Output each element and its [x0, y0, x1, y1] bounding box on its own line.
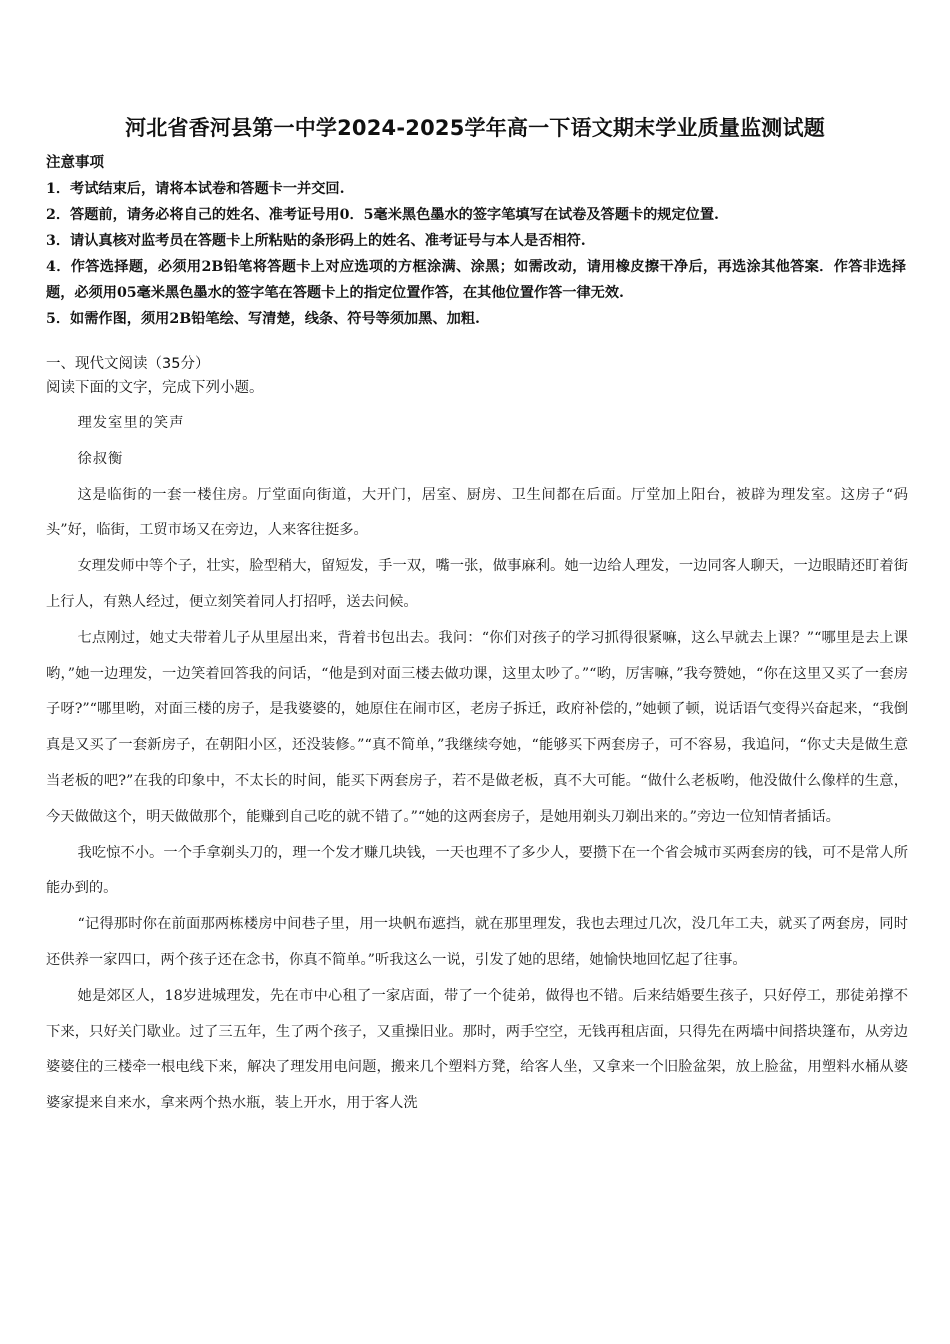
notice-item: 3．请认真核对监考员在答题卡上所粘贴的条形码上的姓名、准考证号与本人是否相符.	[46, 233, 586, 249]
article-paragraph: 女理发师中等个子，壮实，脸型稍大，留短发，手一双，嘴一张，做事麻利。她一边给人理发，一边同客人聊天，一边眼睛还盯着街上行人，有熟人经过，便立刻笑着同人打招呼，送去问候。	[46, 558, 908, 610]
section-heading: 一、现代文阅读（35分）	[46, 356, 210, 372]
article-paragraph: 她是郊区人，18岁进城理发，先在市中心租了一家店面，带了一个徒弟，做得也不错。后来结婚要生孩子，只好停工，那徒弟撑不下来，只好关门歇业。过了三五年，生了两个孩子，又重操旧业。那时，两手空空，无钱再租店面，只得先在两墙中间搭块篷布，从旁边婆婆住的三楼牵一根电线下来，解决了理发用电问题，搬来几个塑料方凳，给客人坐，又拿来一个旧脸盆架，放上脸盆，用塑料水桶从婆婆家提来自来水，拿来两个热水瓶，装上开水，用于客人洗	[46, 987, 908, 1112]
notice-item: 2．答题前，请务必将自己的姓名、准考证号用0．5毫米黑色墨水的签字笔填写在试卷及答题卡的规定位置.	[46, 207, 719, 223]
notice-item: 1．考试结束后，请将本试卷和答题卡一并交回.	[46, 181, 345, 197]
article-paragraph: 这是临街的一套一楼住房。厅堂面向街道，大开门，居室、厨房、卫生间都在后面。厅堂加上阳台，被辟为理发室。这房子“码头”好，临街，工贸市场又在旁边，人来客往挺多。	[46, 486, 908, 539]
article-author: 徐叔衡	[77, 450, 124, 467]
notice-heading: 注意事项	[46, 155, 104, 171]
article-paragraph: 我吃惊不小。一个手拿剃头刀的，理一个发才赚几块钱，一天也理不了多少人，要攒下在一个省会城市买两套房的钱，可不是常人所能办到的。	[46, 844, 908, 897]
article-title: 理发室里的笑声	[77, 415, 185, 431]
exam-title: 河北省香河县第一中学2024-2025学年高一下语文期末学业质量监测试题	[125, 116, 825, 140]
notice-item: 4．作答选择题，必须用2B铅笔将答题卡上对应选项的方框涂满、涂黑；如需改动，请用橡皮擦干净后，再选涂其他答案．作答非选择题，必须用05毫米黑色墨水的签字笔在答题卡上的指定位置作答，在其他位置作答一律无效.	[46, 259, 906, 301]
reading-article	[46, 406, 908, 1122]
notice-item: 5．如需作图，须用2B铅笔绘、写清楚，线条、符号等须加黑、加粗.	[46, 311, 480, 327]
reading-section-header	[46, 352, 906, 400]
article-paragraph: 七点刚过，她丈夫带着儿子从里屋出来，背着书包出去。我问：“你们对孩子的学习抓得很紧嘛，这么早就去上课？”“哪里是去上课哟，”她一边理发，一边笑着回答我的问话，“他是到对面三楼去做功课，这里太吵了。”“哟，厉害嘛，”我夸赞她，“你在这里又买了一套房子呀?”“哪里哟，对面三楼的房子，是我婆婆的，她原住在闹市区，老房子拆迁，政府补偿的，”她顿了顿，说话语气变得兴奋起来，“我倒真是又买了一套新房子，在朝阳小区，还没装修。”“真不简单，”我继续夸她，“能够买下两套房子，可不容易，我追问，“你丈夫是做生意当老板的吧?”在我的印象中，不太长的时间，能买下两套房子，若不是做老板，真不大可能。“做什么老板哟，他没做什么像样的生意，今天做做这个，明天做做那个，能赚到自己吃的就不错了。”“她的这两套房子，是她用剃头刀剃出来的。”旁边一位知情者插话。	[46, 629, 908, 825]
section-instruction: 阅读下面的文字，完成下列小题。	[46, 380, 264, 396]
notice-section	[46, 150, 906, 332]
article-paragraph: “记得那时你在前面那两栋楼房中间巷子里，用一块帆布遮挡，就在那里理发，我也去理过几次，没几年工夫，就买了两套房，同时还供养一家四口，两个孩子还在念书，你真不简单。”听我这么一说，引发了她的思绪，她愉快地回忆起了往事。	[46, 916, 908, 968]
